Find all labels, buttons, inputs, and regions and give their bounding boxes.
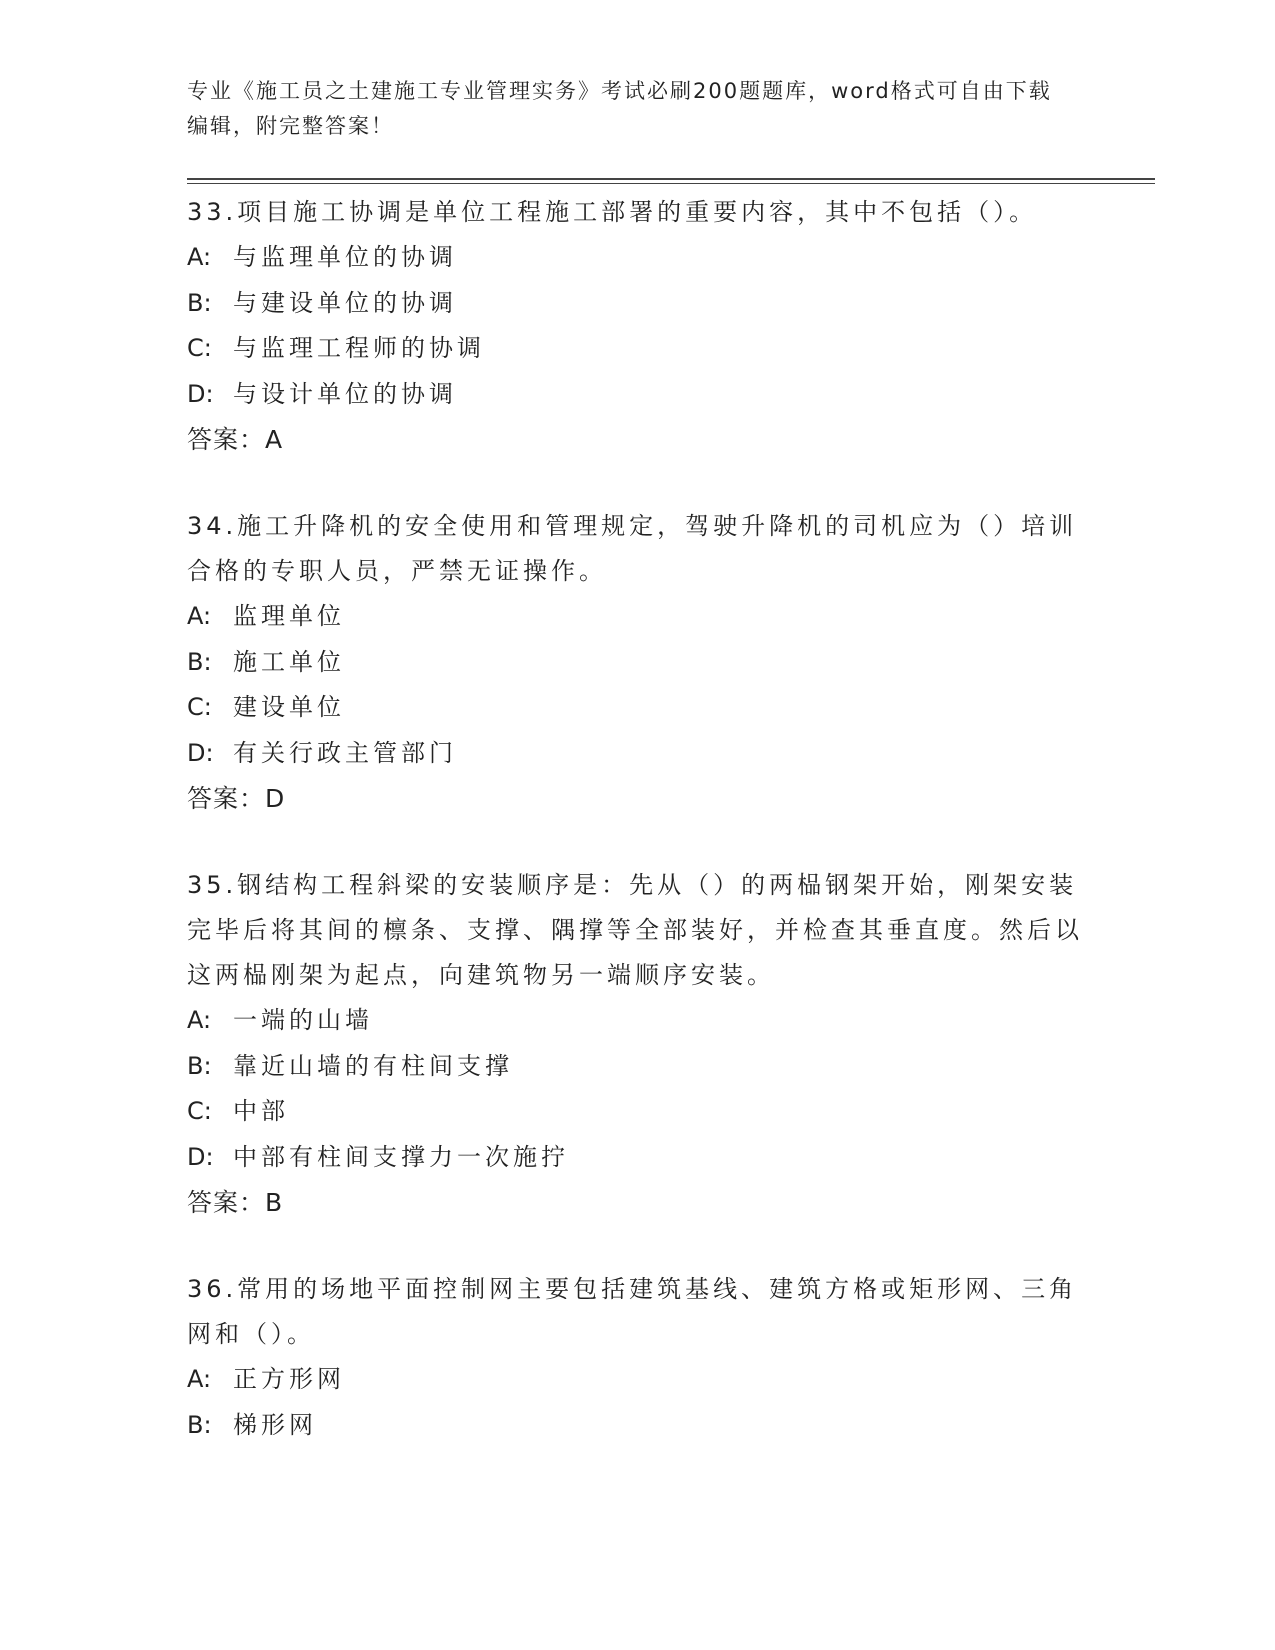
option-text: 与设计单位的协调	[233, 379, 457, 408]
option-text: 与监理工程师的协调	[233, 334, 485, 362]
option-a	[187, 1357, 1087, 1403]
header-divider	[187, 178, 1155, 180]
option-key: C:	[187, 334, 212, 362]
option-b	[187, 1403, 1087, 1449]
option-text: 中部有柱间支撑力一次施拧	[233, 1142, 569, 1171]
option-text: 监理单位	[233, 602, 345, 630]
option-key: A:	[187, 1365, 212, 1393]
option-text: 与监理单位的协调	[233, 243, 457, 271]
option-key: A:	[187, 243, 212, 271]
option-key: B:	[187, 288, 212, 317]
option-text: 梯形网	[233, 1410, 317, 1439]
option-a	[187, 235, 1087, 281]
option-key: A:	[187, 1006, 212, 1034]
option-key: D:	[187, 379, 214, 408]
option-b	[187, 1044, 1087, 1090]
option-text: 一端的山墙	[233, 1006, 373, 1034]
option-c	[187, 326, 1087, 372]
option-text: 中部	[233, 1097, 289, 1125]
header-divider-thin	[187, 183, 1155, 184]
option-c	[187, 1089, 1087, 1135]
option-text: 有关行政主管部门	[233, 738, 457, 767]
question-list	[187, 190, 1087, 1490]
question-text: 36.常用的场地平面控制网主要包括建筑基线、建筑方格或矩形网、三角网和（）。	[187, 1275, 1078, 1348]
question-text: 34.施工升降机的安全使用和管理规定，驾驶升降机的司机应为（）培训合格的专职人员，严禁无证操作。	[187, 512, 1078, 585]
option-text: 施工单位	[233, 647, 345, 676]
option-key: B:	[187, 1051, 212, 1080]
option-key: B:	[187, 1410, 212, 1439]
option-text: 靠近山墙的有柱间支撑	[233, 1051, 513, 1080]
option-b	[187, 640, 1087, 686]
question-33	[187, 190, 1087, 462]
question-text: 33.项目施工协调是单位工程施工部署的重要内容，其中不包括（）。	[187, 198, 1038, 226]
document-intro: 专业《施工员之土建施工专业管理实务》考试必刷200题题库，word格式可自由下载编辑，附完整答案！	[187, 79, 1052, 138]
option-a	[187, 998, 1087, 1044]
question-34	[187, 504, 1087, 821]
answer-line: 答案：B	[187, 1188, 284, 1217]
option-key: B:	[187, 647, 212, 676]
answer-line: 答案：A	[187, 425, 284, 454]
option-key: C:	[187, 693, 212, 721]
option-key: D:	[187, 1142, 214, 1171]
option-key: A:	[187, 602, 212, 630]
option-text: 建设单位	[233, 693, 345, 721]
option-key: C:	[187, 1097, 212, 1125]
option-d	[187, 372, 1087, 418]
option-b	[187, 281, 1087, 327]
option-key: D:	[187, 738, 214, 767]
option-text: 与建设单位的协调	[233, 288, 457, 317]
option-text: 正方形网	[233, 1365, 345, 1393]
question-35	[187, 863, 1087, 1225]
question-36	[187, 1267, 1087, 1448]
option-d	[187, 731, 1087, 777]
option-d	[187, 1135, 1087, 1181]
answer-line: 答案：D	[187, 784, 286, 813]
option-a	[187, 594, 1087, 640]
question-text: 35.钢结构工程斜梁的安装顺序是：先从（）的两榀钢架开始，刚架安装完毕后将其间的檩条、支撑、隅撑等全部装好，并检查其垂直度。然后以这两榀刚架为起点，向建筑物另一端顺序安装。	[187, 871, 1083, 989]
option-c	[187, 685, 1087, 731]
